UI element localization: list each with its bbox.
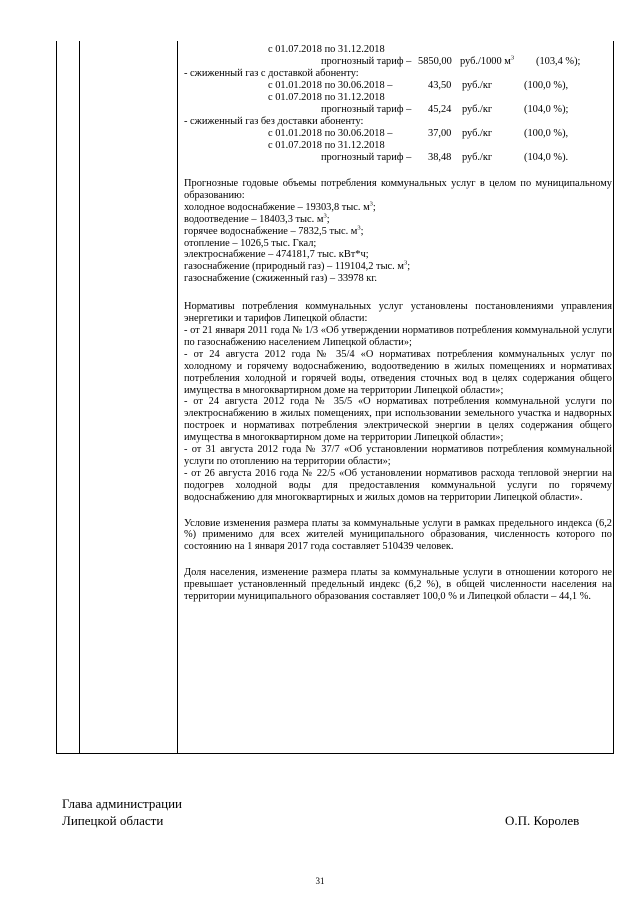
volumes-intro: Прогнозные годовые объемы потребления коммунальных услуг в целом по муниципальному образованию: xyxy=(184,178,612,201)
tariff-category: - сжиженный газ без доставки абоненту: xyxy=(184,116,364,127)
volume-hot-water xyxy=(184,226,612,238)
volume-heating: отопление – 1026,5 тыс. Гкал; xyxy=(184,237,317,249)
tariff-percent: (104,0 %). xyxy=(524,152,569,163)
volume-cold-water xyxy=(184,202,612,214)
tariff-percent: (103,4 %); xyxy=(536,56,581,67)
tariff-percent: (104,0 %); xyxy=(524,104,569,115)
superscript: 3 xyxy=(403,259,408,267)
tariff-unit xyxy=(460,56,514,68)
tariff-percent: (100,0 %), xyxy=(524,80,569,91)
tariff-period: с 01.01.2018 по 30.06.2018 – xyxy=(268,80,393,91)
volume-text: холодное водоснабжение – 19303,8 тыс. м xyxy=(184,201,370,213)
volume-sewer xyxy=(184,214,612,226)
tariff-value: 5850,00 xyxy=(418,56,452,67)
tariff-unit: руб./кг xyxy=(462,80,493,91)
volume-text: горячее водоснабжение – 7832,5 тыс. м xyxy=(184,225,358,237)
tariff-unit: руб./кг xyxy=(462,152,493,163)
signature-title: Липецкой области xyxy=(62,813,164,828)
tariff-label: прогнозный тариф – xyxy=(321,104,412,115)
tariff-row xyxy=(184,116,612,128)
tariff-percent: (100,0 %), xyxy=(524,128,569,139)
volume-text: водоотведение – 18403,3 тыс. м xyxy=(184,213,324,225)
punctuation: ; xyxy=(407,261,411,273)
norms-item: - от 31 августа 2012 года № 37/7 «Об установлении нормативов потребления коммунальной услуги по отоплению на территории области»; xyxy=(184,444,612,467)
tariff-row xyxy=(184,152,612,164)
table-column-divider xyxy=(79,41,80,753)
signature-name: О.П. Королев xyxy=(505,813,580,828)
table-cell-content xyxy=(184,44,612,603)
page-number: 31 xyxy=(315,876,325,886)
punctuation: ; xyxy=(326,213,330,225)
superscript: 3 xyxy=(323,212,327,220)
tariff-period: с 01.01.2018 по 30.06.2018 – xyxy=(268,128,393,139)
norms-intro: Нормативы потребления коммунальных услуг установлены постановлениями управления энергетики и тарифов Липецкой области: xyxy=(184,301,612,325)
tariff-row xyxy=(184,140,612,152)
volume-gas-natural xyxy=(184,261,612,273)
tariff-value: 43,50 xyxy=(428,80,452,91)
norms-item: - от 21 января 2011 года № 1/3 «Об утверждении нормативов потребления коммунальной услуги по газоснабжению населением Липецкой области»; xyxy=(184,324,612,348)
tariff-row xyxy=(184,104,612,116)
tariff-value: 45,24 xyxy=(428,104,452,115)
table-column-divider xyxy=(177,41,178,753)
tariff-unit: руб./кг xyxy=(462,128,493,139)
condition-paragraph: Условие изменения размера платы за коммунальные услуги в рамках предельного индекса (6,2 %) применимо для всех жителей муниципального образования, численность которого по состоянию на 1 января 2017 года составляет 510439 человек. xyxy=(184,517,612,553)
tariff-period: с 01.07.2018 по 31.12.2018 xyxy=(268,92,385,103)
volume-gas-lpg: газоснабжение (сжиженный газ) – 33978 кг. xyxy=(184,273,378,285)
tariff-period: с 01.07.2018 по 31.12.2018 xyxy=(268,44,385,55)
punctuation: ; xyxy=(372,201,376,213)
norms-item: - от 26 августа 2016 года № 22/5 «Об установлении нормативов расхода тепловой энергии на подогрев холодной воды для предоставления коммунальной услуги по горячему водоснабжению для многоквартирных и жилых домов на территории Липецкой области». xyxy=(184,467,612,503)
tariff-row xyxy=(184,56,612,68)
tariff-unit-text: руб./1000 м xyxy=(460,56,511,67)
volume-electricity: электроснабжение – 474181,7 тыс. кВт*ч; xyxy=(184,249,369,261)
tariff-unit: руб./кг xyxy=(462,104,493,115)
tariff-row xyxy=(184,92,612,104)
superscript: 3 xyxy=(369,200,373,208)
tariff-period: с 01.07.2018 по 31.12.2018 xyxy=(268,140,385,151)
tariff-value: 38,48 xyxy=(428,152,452,163)
tariff-label: прогнозный тариф – xyxy=(321,152,412,163)
norms-item: - от 24 августа 2012 года № 35/5 «О нормативах потребления коммунальной услуги по электроснабжению в жилых помещениях, при использовании земельного участка и надворных построек и нормативах потребления электрической энергии в целях содержания общего имущества в многоквартирном доме на территории Липецкой области»; xyxy=(184,396,612,444)
norms-item: - от 24 августа 2012 года № 35/4 «О нормативах потребления коммунальных услуг по холодному и горячему водоснабжению, водоотведению в жилых помещениях и нормативах потребления холодной и горячей воды, отведения сточных вод в целях содержания общего имущества в многоквартирном доме на территории Липецкой области»; xyxy=(184,348,612,396)
punctuation: ; xyxy=(360,225,364,237)
superscript: 3 xyxy=(357,224,361,232)
tariff-row xyxy=(184,68,612,80)
share-paragraph: Доля населения, изменение размера платы за коммунальные услуги в отношении которого не превышает установленный предельный индекс (6,2 %), в общей численности населения на территории муниципального образования составляет 100,0 % и Липецкой области – 44,1 %. xyxy=(184,567,612,603)
tariff-category: - сжиженный газ с доставкой абоненту: xyxy=(184,68,359,79)
volume-text: газоснабжение (природный газ) – 119104,2 тыс. м xyxy=(184,261,404,273)
tariff-value: 37,00 xyxy=(428,128,452,139)
signature-title: Глава администрации xyxy=(62,796,183,811)
tariff-label: прогнозный тариф – xyxy=(321,56,412,67)
tariff-row xyxy=(184,128,612,140)
tariff-row xyxy=(184,80,612,92)
superscript: 3 xyxy=(510,54,515,62)
tariff-row xyxy=(184,44,612,56)
